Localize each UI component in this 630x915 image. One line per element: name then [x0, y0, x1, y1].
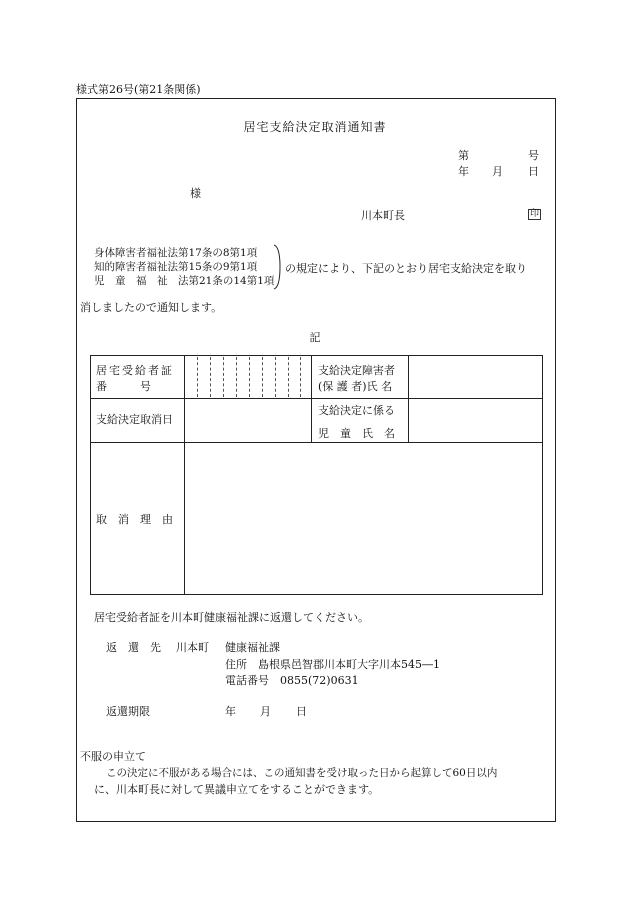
form-number: 様式第26号(第21条関係): [76, 83, 201, 96]
return-to-phone: 電話番号 0855(72)0631: [225, 674, 359, 687]
disabled-label-2: (保 護 者)氏 名: [318, 380, 393, 393]
return-to-label: 返 還 先: [106, 641, 161, 654]
cert-digit-divider: [300, 357, 301, 397]
cert-label-1: 居宅受給者証: [96, 364, 174, 377]
cert-digit-divider: [288, 357, 289, 397]
return-to-dept: 健康福祉課: [225, 641, 280, 654]
col-divider-3: [408, 355, 409, 442]
child-label-2: 児 童 氏 名: [318, 427, 395, 440]
return-to-town: 川本町: [176, 641, 209, 654]
child-label-1: 支給決定に係る: [318, 404, 395, 417]
document-title: 居宅支給決定取消通知書: [243, 120, 387, 134]
cert-digit-divider: [275, 357, 276, 397]
number-go: 号: [528, 149, 539, 162]
col-divider-1: [184, 355, 185, 595]
number-dai: 第: [458, 149, 469, 162]
cert-digit-divider: [197, 357, 198, 397]
return-note: 居宅受給者証を川本町健康福祉課に返還してください。: [94, 611, 369, 624]
row-divider-1: [90, 398, 543, 399]
return-to-address: 住所 島根県邑智郡川本町大字川本545―1: [225, 658, 440, 671]
return-deadline-label: 返還期限: [106, 705, 150, 718]
body-line-2: 消しましたので通知します。: [80, 301, 223, 314]
date-year: 年: [458, 165, 469, 178]
details-table: [90, 355, 543, 595]
law-brace: [272, 244, 284, 290]
disabled-label-1: 支給決定障害者: [318, 364, 395, 377]
issuer-name: 川本町長: [361, 209, 405, 222]
deadline-day: 日: [296, 705, 307, 718]
date-day: 日: [528, 165, 539, 178]
cancel-date-label: 支給決定取消日: [96, 413, 173, 426]
addressee-suffix: 様: [190, 187, 201, 200]
date-month: 月: [492, 165, 503, 178]
cert-digit-divider: [262, 357, 263, 397]
body-line-1: の規定により、下記のとおり居宅支給決定を取り: [285, 262, 527, 275]
cert-digit-divider: [223, 357, 224, 397]
objection-line-1: この決定に不服がある場合には、この通知書を受け取った日から起算して60日以内: [106, 767, 498, 779]
law-3: 児 童 福 祉 法第21条の14第1項: [94, 275, 275, 287]
cert-label-2: 番 号: [96, 380, 151, 393]
law-1: 身体障害者福祉法第17条の8第1項: [94, 247, 258, 259]
deadline-year: 年: [225, 705, 236, 718]
objection-line-2: に、川本町長に対して異議申立てをすることができます。: [94, 783, 380, 796]
law-2: 知的障害者福祉法第15条の9第1項: [94, 261, 258, 273]
ki-heading: 記: [309, 331, 321, 344]
cert-digit-divider: [236, 357, 237, 397]
cert-digit-divider: [249, 357, 250, 397]
objection-heading: 不服の申立て: [80, 750, 146, 763]
seal-mark: 印: [530, 209, 540, 219]
deadline-month: 月: [260, 705, 271, 718]
reason-label: 取 消 理 由: [96, 513, 173, 526]
cert-digit-divider: [210, 357, 211, 397]
col-divider-2: [311, 355, 312, 442]
row-divider-2: [90, 442, 543, 443]
